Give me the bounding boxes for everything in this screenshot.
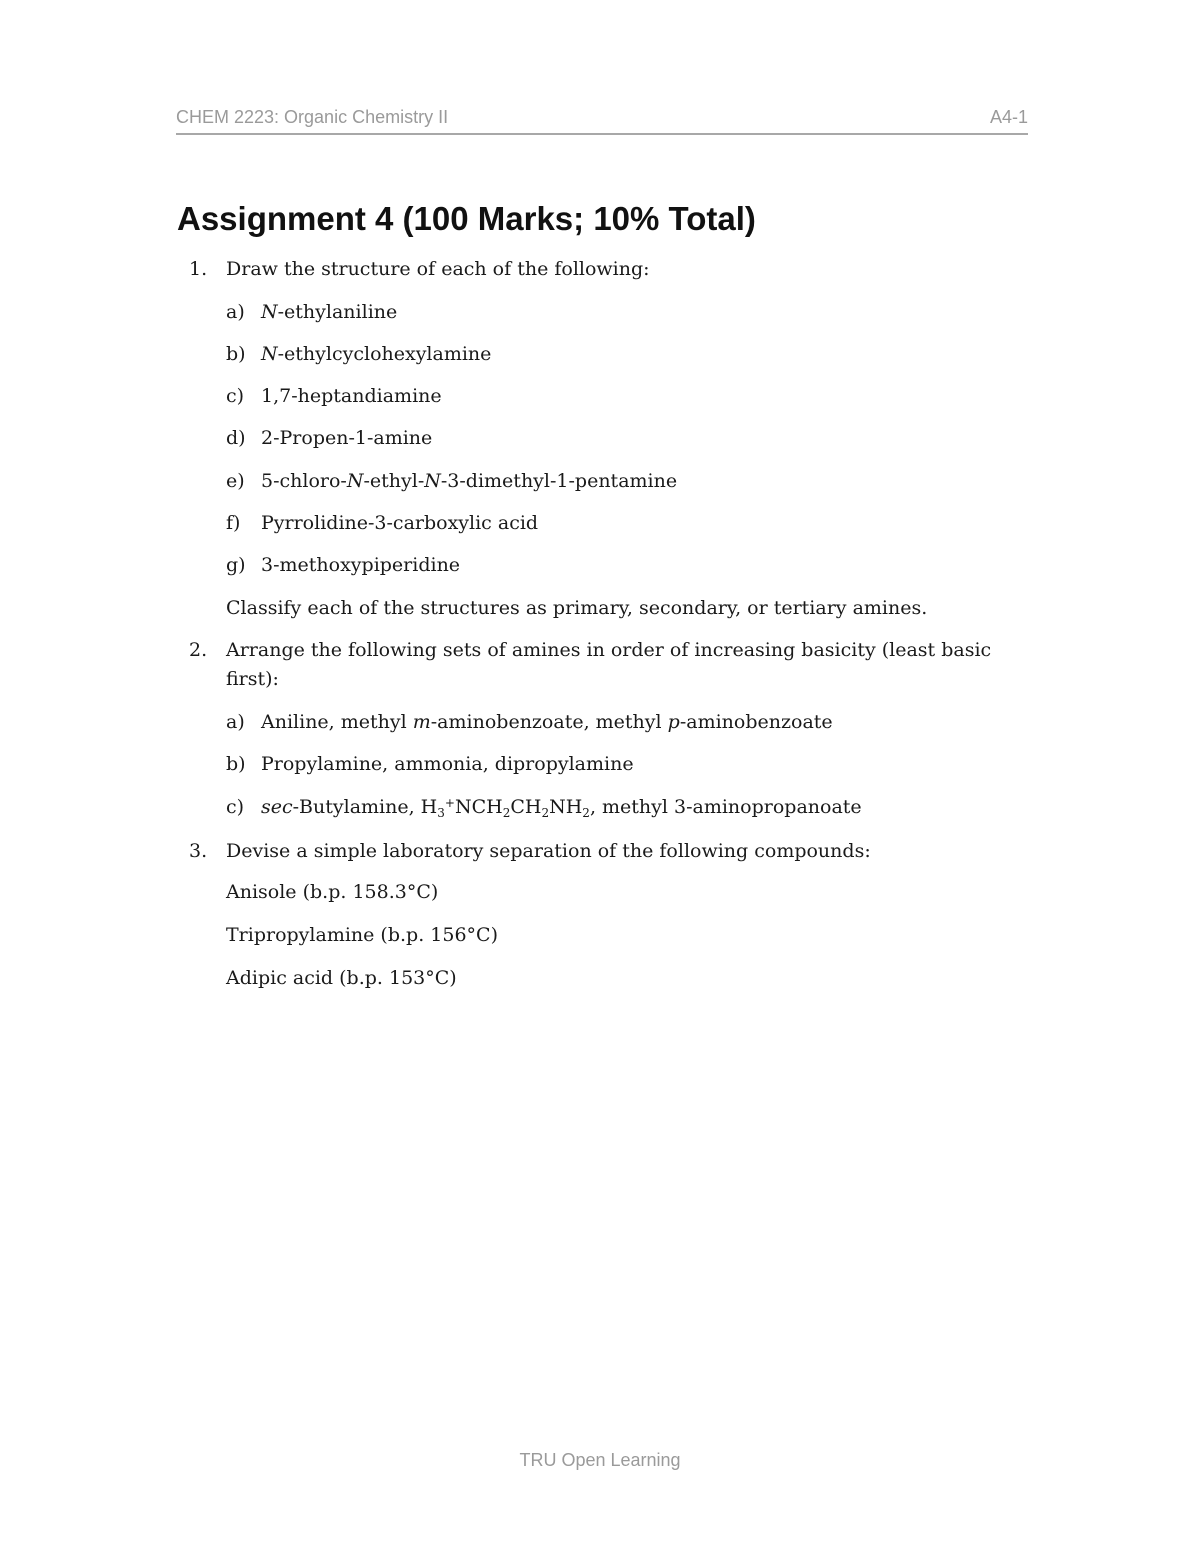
question-3-number: 3. [189,840,208,862]
course-title: CHEM 2223: Organic Chemistry II [176,107,449,127]
q2-item-a-label: a) [226,711,245,733]
q1-item-a: N-ethylaniline [261,301,398,323]
q1-item-g: 3-methoxypiperidine [261,554,461,576]
page-number: A4-1 [989,107,1028,127]
q3-compound-1: Anisole (b.p. 158.3°C) [226,881,439,903]
q2-item-c: sec-Butylamine, $H_3^+NCH_2CH_2NH_2$, methyl 3-aminopropanoate [261,796,862,820]
q1-item-d: 2-Propen-1-amine [261,427,433,449]
q1-item-d-label: d) [226,427,246,449]
q1-item-a-label: a) [226,301,245,323]
q3-compound-3: Adipic acid (b.p. 153°C) [226,967,457,989]
q1-item-g-label: g) [226,554,246,576]
question-2-prompt-line-1: Arrange the following sets of amines in order of increasing basicity (least basic [226,639,992,661]
q1-item-f-label: f) [226,512,241,534]
question-2-number: 2. [189,639,208,661]
q2-item-c-label: c) [226,796,245,818]
q1-item-b-label: b) [226,343,246,365]
q2-item-b: Propylamine, ammonia, dipropylamine [261,753,634,775]
q1-item-e: 5-chloro-N-ethyl-N-3-dimethyl-1-pentamine [261,470,678,492]
q1-item-c: 1,7-heptandiamine [261,385,442,407]
q3-compound-2: Tripropylamine (b.p. 156°C) [226,924,499,946]
q1-item-c-label: c) [226,385,245,407]
page-footer: TRU Open Learning [519,1450,681,1470]
question-3-prompt: Devise a simple laboratory separation of the following compounds: [226,840,871,862]
q1-item-f: Pyrrolidine-3-carboxylic acid [261,512,539,534]
question-1-number: 1. [189,258,208,280]
question-2-prompt-line-2: first): [226,668,279,690]
q1-classify-instruction: Classify each of the structures as primary, secondary, or tertiary amines. [226,597,928,619]
q2-item-a: Aniline, methyl m-aminobenzoate, methyl p-aminobenzoate [261,711,833,733]
q2-item-b-label: b) [226,753,246,775]
page-header [176,107,1028,135]
question-1-prompt: Draw the structure of each of the following: [226,258,650,280]
assignment-title: Assignment 4 (100 Marks; 10% Total) [177,200,756,237]
q1-item-b: N-ethylcyclohexylamine [261,343,492,365]
q1-item-e-label: e) [226,470,245,492]
